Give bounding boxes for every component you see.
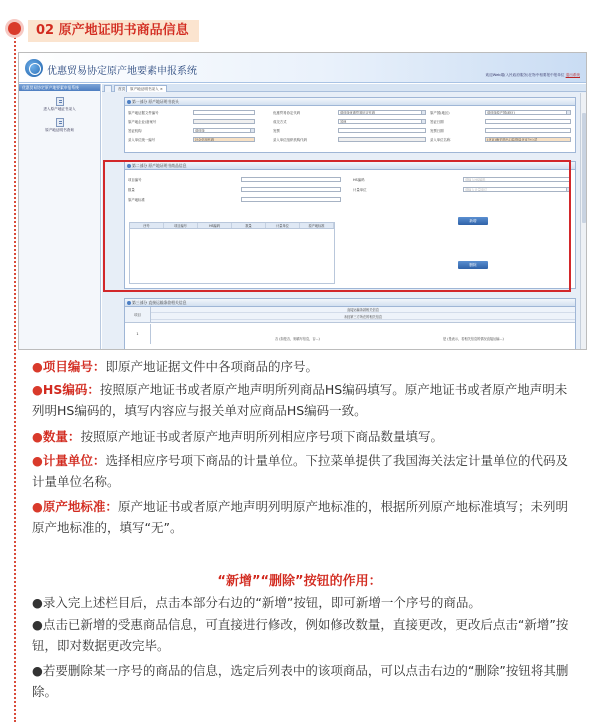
- evidence-no-input[interactable]: [193, 110, 255, 116]
- row-number: 1: [125, 324, 151, 344]
- term-desc: 选择相应序号项下商品的计量单位。下拉菜单提供了我国海关法定计量单位的代码及计量单位名称。: [32, 453, 568, 489]
- term-desc: 原产地证书或者原产地声明列明原产地标准的，根据所列原产地标准填写；未列明原产地标准的，填写“无”。: [32, 499, 568, 535]
- field-label: 录入单位统一编号: [128, 138, 156, 142]
- document-icon: [56, 118, 64, 127]
- section-tag: 02 原产地证明书商品信息: [28, 20, 199, 42]
- field-label: 原产国(地区): [430, 111, 450, 115]
- term-desc: 按照原产地证书或者原产地声明所列相应序号项下商品数量填写。: [80, 429, 443, 444]
- bullet-icon: ●: [32, 453, 43, 468]
- field-description: [32, 356, 576, 377]
- delete-button[interactable]: 删除: [458, 261, 488, 269]
- column-header: 项目编号: [164, 223, 198, 228]
- agreement-code-select[interactable]: 请选择优惠贸易协定代码: [338, 110, 426, 116]
- form-row: [125, 186, 575, 193]
- goods-panel: [124, 161, 576, 289]
- column-header: 计量单位: [266, 223, 300, 228]
- sidebar: [19, 84, 101, 349]
- field-description: [32, 496, 576, 538]
- trade-mode-select[interactable]: 其他: [338, 119, 426, 125]
- field-label: 录入单位名称: [430, 138, 451, 142]
- panel-title: 第二部分 原产地证明书商品信息: [125, 162, 575, 170]
- quantity-input[interactable]: [241, 187, 341, 193]
- term-label: 项目编号：: [42, 359, 106, 374]
- system-title: 优惠贸易协定原产地要素申报系统: [47, 66, 197, 77]
- logout-link[interactable]: 退出系统: [565, 73, 580, 77]
- hs-code-input[interactable]: 请输入HS编码: [463, 177, 571, 183]
- scrollbar-thumb[interactable]: [582, 113, 586, 223]
- main-content: [102, 84, 586, 349]
- sidebar-item-label: 原产地证明书查询: [45, 128, 74, 132]
- company-no-input[interactable]: [193, 119, 255, 125]
- system-screenshot: [18, 52, 587, 350]
- table-header: [125, 307, 575, 323]
- tab-certificate-entry[interactable]: 原产地证明书录入 ×: [126, 85, 167, 92]
- field-label: 录入单位组织机构代码: [273, 138, 307, 142]
- term-label: HS编码：: [42, 382, 100, 397]
- field-label: 成交方式: [273, 120, 287, 124]
- sidebar-item-label: 进入原产地证书录入: [43, 107, 76, 111]
- issue-date-input[interactable]: [485, 119, 571, 125]
- origin-standard-input[interactable]: [241, 197, 341, 203]
- issuing-authority-select[interactable]: 请选择: [193, 128, 255, 134]
- timeline-dot: [8, 22, 21, 35]
- term-desc: 按照原产地证书或者原产地声明所列商品HS编码填写。原产地证书或者原产地声明未列明HS编码的，填写内容应与报关单对应商品HS编码一致。: [32, 382, 568, 418]
- form-row: [125, 176, 575, 183]
- field-label: 签证机构: [128, 129, 142, 133]
- field-label: 优惠贸易协定代码: [273, 111, 301, 115]
- bullet-icon: ●: [32, 382, 43, 397]
- system-header: [19, 53, 586, 83]
- note-text: ●若要删除某一序号的商品的信息，选定后列表中的该项商品，可以点击右边的“删除”按钮将其删除。: [32, 663, 569, 699]
- term-desc: 即原产地证据文件中各项商品的序号。: [105, 359, 318, 374]
- sidebar-header: 优惠贸易协定原产地要素申报系统: [19, 84, 100, 91]
- term-label: 计量单位：: [42, 453, 106, 468]
- column-header: 数量: [232, 223, 266, 228]
- scrollbar[interactable]: [580, 93, 586, 349]
- transport-panel: [124, 298, 576, 350]
- table-header: [130, 223, 334, 229]
- form-row: [125, 118, 575, 125]
- term-label: 原产地标准：: [42, 499, 118, 514]
- form-row: [125, 127, 575, 134]
- note-text: ●点击已新增的受惠商品信息，可直接进行修改，例如修改数量，直接更改，更改后点击“新增”按钮，即对数据更改完毕。: [32, 617, 569, 653]
- user-info-text: 欢迎Web端(入民政府服务)在物中相要报中报单位: [485, 73, 565, 77]
- field-label: 原产地标准: [128, 198, 145, 202]
- document-icon: [56, 97, 64, 106]
- form-row: [125, 109, 575, 116]
- column-header: 项目: [125, 307, 151, 322]
- field-label: 计量单位: [353, 188, 367, 192]
- tab-bar: [102, 84, 586, 92]
- note-text: ●录入完上述栏目后，点击本部分右边的“新增”按钮，即可新增一个序号的商品。: [32, 595, 481, 610]
- tab-home[interactable]: 首页: [114, 85, 129, 92]
- item-no-input[interactable]: [241, 177, 341, 183]
- form-row: [125, 136, 575, 143]
- invoice-date-input[interactable]: [485, 128, 571, 134]
- transport-option-no[interactable]: 否 (如是否，则填写信息，否...): [275, 337, 320, 341]
- unit-select[interactable]: 请输入计量单位: [463, 187, 571, 193]
- org-code-input[interactable]: [338, 137, 426, 143]
- entry-unit-name-input[interactable]: (北京)海关进出口监管局北京分公司: [485, 137, 571, 143]
- field-label: 签证日期: [430, 120, 444, 124]
- column-header: 原产地标准: [300, 223, 334, 228]
- field-label: 原产地企业/备案号: [128, 120, 157, 124]
- timeline-line: [14, 30, 16, 722]
- tab-collapse[interactable]: [104, 85, 112, 92]
- field-label: 发票日期: [430, 129, 444, 133]
- form-row: [125, 196, 575, 203]
- goods-table: [129, 222, 335, 284]
- column-header: 序号: [130, 223, 164, 228]
- field-label: 数量: [128, 188, 135, 192]
- column-header: 未经第三方所在的相关信息: [151, 315, 575, 320]
- panel-title: 第三部分 直接运输条款相关信息: [125, 299, 575, 307]
- buttons-subheading: “新增”“删除”按钮的作用：: [217, 574, 382, 589]
- header-panel: [124, 97, 576, 153]
- field-description: [32, 379, 576, 421]
- transport-option-yes[interactable]: 是 (是表示，若相关信息的情况直接运输...): [443, 337, 504, 341]
- customs-logo-icon: [25, 59, 43, 77]
- field-description: [32, 450, 576, 492]
- sidebar-item-entry[interactable]: [19, 97, 100, 112]
- panel-title: 第一部分 原产地证明书表头: [125, 98, 575, 106]
- add-button[interactable]: 新增: [458, 217, 488, 225]
- sidebar-item-query[interactable]: [19, 118, 100, 133]
- credit-code-input[interactable]: 社会信用代码: [193, 137, 255, 143]
- field-label: 原产地证据文件编号: [128, 111, 159, 115]
- origin-country-select[interactable]: 请选择原产国(地区): [485, 110, 571, 116]
- invoice-input[interactable]: [338, 128, 426, 134]
- field-label: 发票: [273, 129, 280, 133]
- column-header: 直接运输条款相关信息: [151, 308, 575, 313]
- field-label: HS编码: [353, 178, 365, 182]
- field-label: 项目编号: [128, 178, 142, 182]
- user-info: [486, 73, 580, 78]
- bullet-icon: ●: [32, 429, 43, 444]
- column-header: HS编码: [198, 223, 232, 228]
- table-row[interactable]: [125, 324, 575, 344]
- field-description: [32, 426, 576, 447]
- term-label: 数量：: [42, 429, 81, 444]
- bullet-icon: ●: [32, 359, 43, 374]
- bullet-icon: ●: [32, 499, 43, 514]
